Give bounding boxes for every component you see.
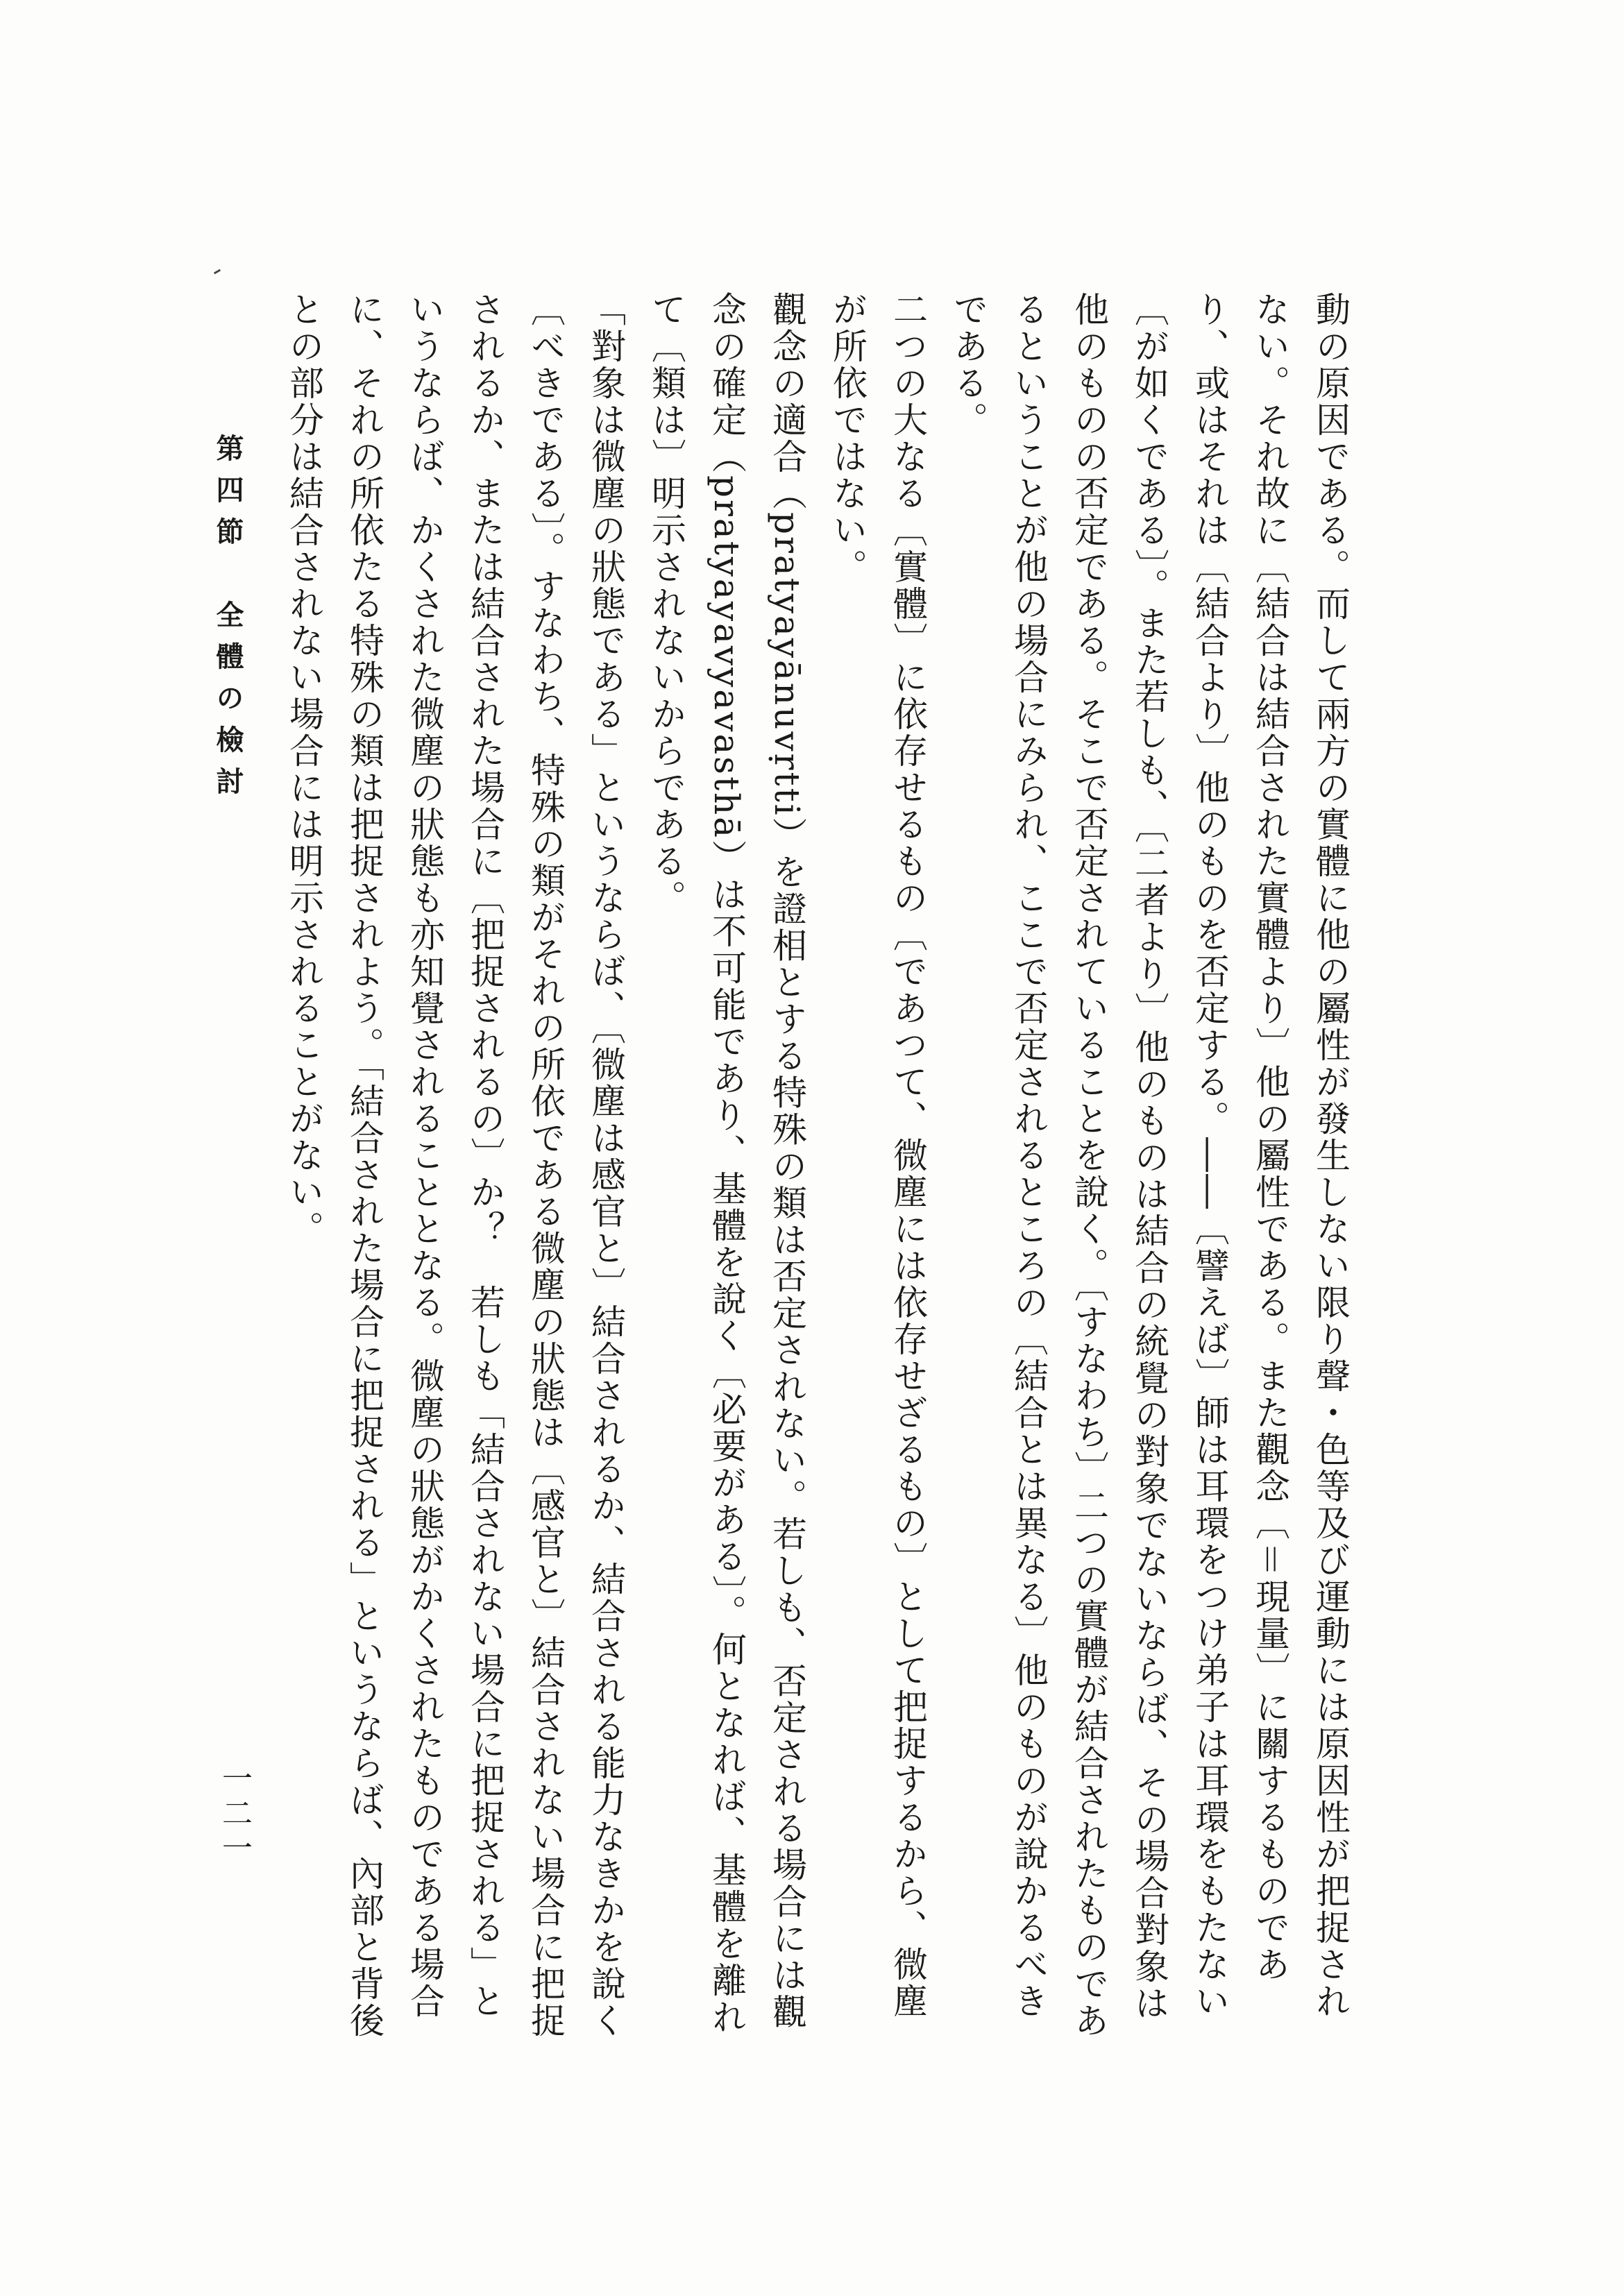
stray-ink-mark bbox=[214, 269, 221, 275]
paragraph-4: 「對象は微塵の狀態である」というならば、〔微塵は感官と〕結合されるか、結合される能力なきかを說く〔べきである〕。すなわち、特殊の類がそれの所依である微塵の狀態は〔感官と〕結合されない場合に把捉されるか、または結合された場合に〔把捉されるの〕か？ 若しも「結合されない場合に把捉される」というならば、かくされた微塵の狀態も亦知覺されることとなる。微塵の狀態がかくされたものである場合に、それの所依たる特殊の類は把捉されよう。「結合された場合に把捉される」というならば、內部と背後との部分は結合されない場合には明示されることがない。 bbox=[284, 291, 626, 2039]
page-number: 一二一 bbox=[217, 1762, 252, 1866]
paragraph-1: 動の原因である。而して兩方の實體に他の屬性が發生しない限り聲・色等及び運動には原因性が把捉されない。それ故に〔結合は結合された實體より〕他の屬性である。また觀念〔＝現量〕に關するものであり、或はそれは〔結合より〕他のものを否定する。――〔譬えば〕師は耳環をつけ弟子は耳環をもたない〔が如くである〕。また若しも、〔二者より〕他のものは結合の統覺の對象でないならば、その場合對象は他のものの否定である。そこで否定されていることを說く。〔すなわち〕二つの實體が結合されたものであるということが他の場合にみられ、ここで否定されるところの〔結合とは異なる〕他のものが說かるべきである。 bbox=[948, 291, 1351, 2039]
paragraph-3: 觀念の適合（pratyayānuvṛtti）を證相とする特殊の類は否定されない。若しも、否定される場合には觀念の確定（pratyayavyavasthā）は不可能であり、基體を說く〔必要がある〕。何となれば、基體を離れて〔類は〕明示されないからである。 bbox=[646, 291, 807, 2036]
paragraph-2: 二つの大なる〔實體〕に依存せるもの〔であつて、微塵には依存せざるもの〕として把捉するから、微塵が所依ではない。 bbox=[827, 291, 928, 2020]
running-head: 第四節 全體の檢討 bbox=[212, 434, 244, 808]
main-text bbox=[273, 291, 1360, 2054]
